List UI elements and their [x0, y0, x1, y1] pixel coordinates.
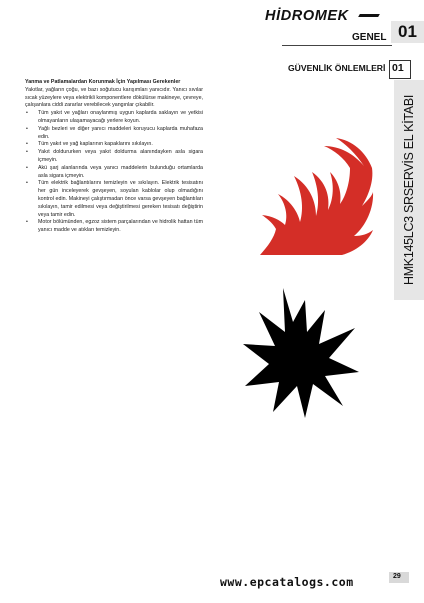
bullet-item [25, 180, 203, 219]
page-number: 29 [393, 573, 401, 580]
hidromek-logo: HİDROMEK [265, 8, 349, 24]
flame-shape [260, 138, 373, 255]
side-tab-title: HMK145LC3 SRSERVİS EL KİTABI [402, 94, 416, 286]
logo-swoosh-icon [358, 14, 380, 17]
bullet-item [25, 126, 203, 142]
subsection-label: GÜVENLİK ÖNLEMLERİ [288, 63, 386, 73]
explosion-shape [243, 288, 359, 418]
subsection-number: 01 [392, 62, 404, 74]
flame-icon [258, 138, 374, 256]
bullet-text: Tüm yakıt ve yağları onaylanmış uygun kaplarda saklayın ve yetkisi olmayanların ulaşamayacağı yerlere koyun. [38, 110, 203, 124]
bullet-text: Yağlı bezleri ve diğer yanıcı maddeleri koruyucu kaplarda muhafaza edin. [38, 125, 203, 140]
bullet-item [25, 110, 203, 126]
bullet-item [25, 141, 203, 149]
bullet-marker: • [26, 125, 28, 132]
bullet-text: Akü şarj alanlarında veya yanıcı maddelerin bulunduğu ortamlarda asla sigara içmeyin. [38, 164, 203, 179]
bullet-marker: • [26, 219, 28, 226]
safety-text-column [25, 79, 203, 235]
bullet-item [25, 149, 203, 165]
bullet-marker: • [26, 164, 28, 171]
bullet-marker: • [26, 141, 28, 148]
bullet-list [25, 110, 203, 235]
bullet-text: Yakıt doldururken veya yakıt doldurma alanındayken asla sigara içmeyin. [38, 149, 203, 163]
bullet-text: Tüm elektrik bağlantılarını temizleyin ve sıkılayın. Elektrik tesisatını her gün inceleyerek gevşeyen, soyulan kablolar olup olmadığını kontrol edin. Makineyi çalıştırmadan önce varsa gevşeyen bağlantıları sıkılayın, tamir edilmesi veya değiştirilmesi gereken tesisatı değiştirin veya tamir edin. [38, 180, 203, 218]
section-title: Yanma ve Patlamalardan Korunmak İçin Yapılması Gerekenler [25, 79, 181, 85]
explosion-icon [243, 288, 359, 418]
intro-paragraph: Yakıtlar, yağların çoğu, ve bazı soğutucu karışımları yanıcıdır. Yanıcı sıvılar sıcak yüzeylere veya elektrikli komponentlere dökülürse makineye, çevreye, çalışanlara ciddi zararlar verebilecek yangınlar çıkabilir. [25, 86, 203, 109]
bullet-item [25, 219, 203, 235]
bullet-marker: • [26, 110, 28, 117]
bullet-marker: • [26, 180, 28, 187]
footer-url: www.epcatalogs.com [220, 575, 354, 589]
bullet-text: Motor bölümünden, egzoz sistem parçalarından ve hidrolik hattan tüm yanıcı madde ve atıkları temizleyin. [38, 219, 203, 234]
chapter-number: 01 [398, 22, 417, 41]
section-label: GENEL [352, 32, 387, 43]
bullet-marker: • [26, 149, 28, 156]
bullet-text: Tüm yakıt ve yağ kaplarının kapaklarını sıkılayın. [38, 141, 153, 148]
header-divider [282, 45, 392, 46]
bullet-item [25, 165, 203, 181]
